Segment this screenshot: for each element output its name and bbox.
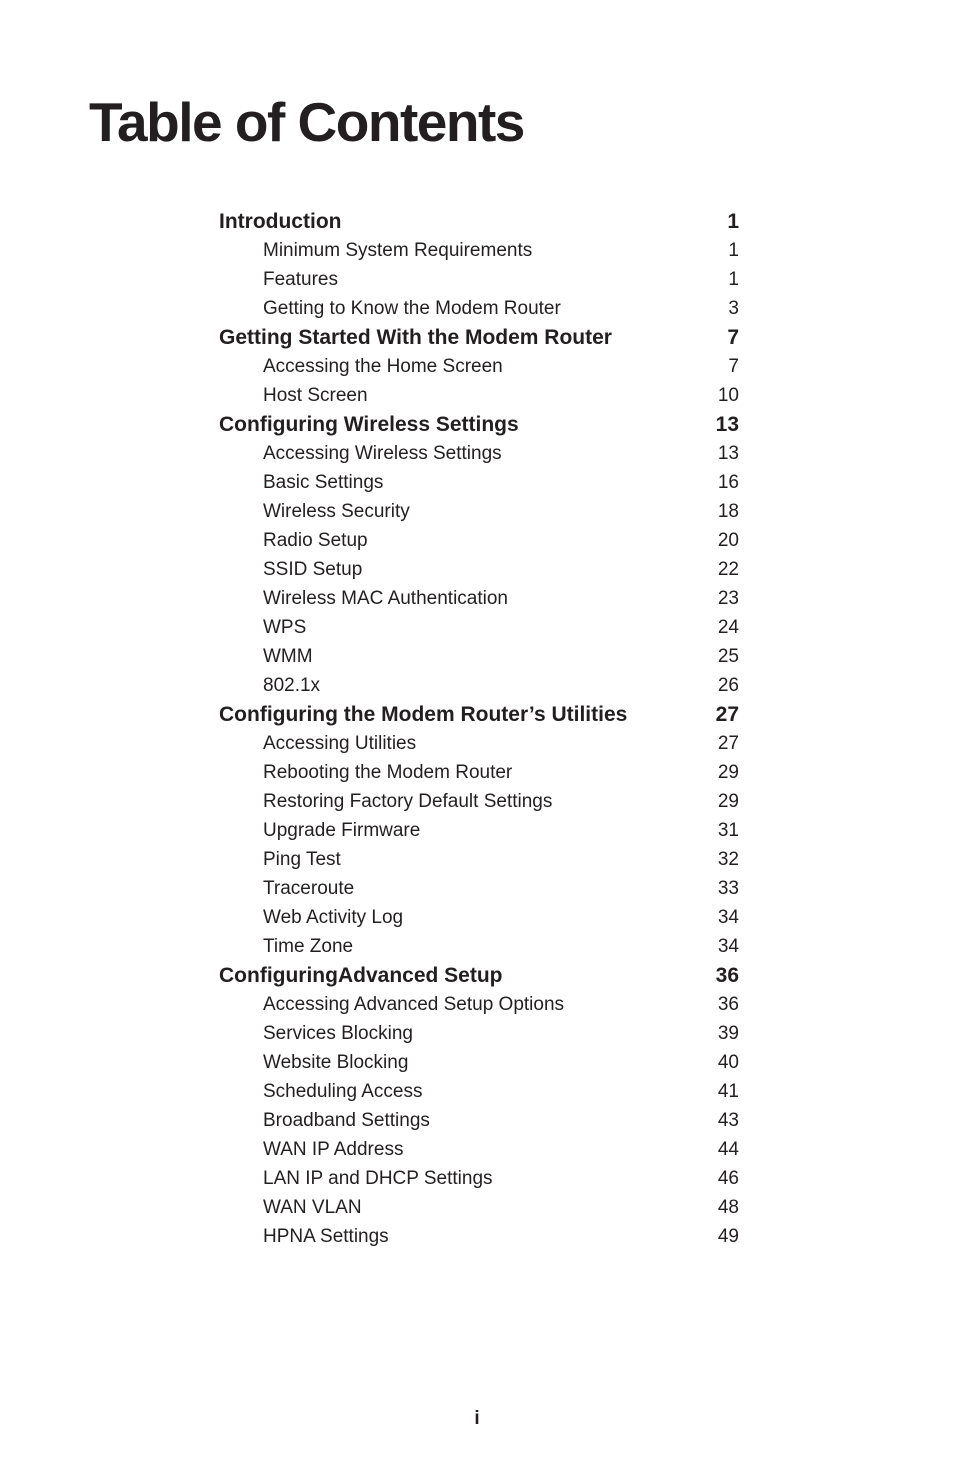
toc-entry-page: 24 xyxy=(717,617,739,638)
toc-entry-page: 25 xyxy=(717,646,739,667)
toc-entry-page: 20 xyxy=(717,530,739,551)
toc-section-entry[interactable] xyxy=(219,671,739,700)
toc-entry-page: 36 xyxy=(715,964,739,987)
toc-entry-label: Time Zone xyxy=(263,936,354,957)
toc-section-entry[interactable] xyxy=(219,236,739,265)
toc-entry-page: 1 xyxy=(728,269,739,290)
toc-entry-page: 44 xyxy=(717,1139,739,1160)
toc-section-entry[interactable] xyxy=(219,1106,739,1135)
toc-section-entry[interactable] xyxy=(219,758,739,787)
toc-entry-label: Radio Setup xyxy=(263,530,368,551)
toc-entry-label: Host Screen xyxy=(263,385,368,406)
toc-section-entry[interactable] xyxy=(219,642,739,671)
toc-entry-page: 31 xyxy=(717,820,739,841)
toc-entry-page: 27 xyxy=(715,703,739,726)
toc-entry-page: 13 xyxy=(717,443,739,464)
toc-section-entry[interactable] xyxy=(219,381,739,410)
toc-entry-label: WPS xyxy=(263,617,307,638)
toc-entry-label: Accessing the Home Screen xyxy=(263,356,503,377)
toc-entry-label: WAN VLAN xyxy=(263,1197,362,1218)
page-title: Table of Contents xyxy=(89,91,524,153)
toc-section-entry[interactable] xyxy=(219,1193,739,1222)
toc-section-entry[interactable] xyxy=(219,1164,739,1193)
toc-section-entry[interactable] xyxy=(219,613,739,642)
toc-entry-page: 26 xyxy=(717,675,739,696)
toc-entry-page: 34 xyxy=(717,907,739,928)
toc-entry-label: Wireless Security xyxy=(263,501,410,522)
toc-chapter-entry[interactable] xyxy=(219,207,739,236)
toc-entry-label: Website Blocking xyxy=(263,1052,409,1073)
toc-entry-page: 1 xyxy=(727,210,739,233)
toc-section-entry[interactable] xyxy=(219,932,739,961)
toc-entry-label: Features xyxy=(263,269,338,290)
toc-entry-label: Getting Started With the Modem Router xyxy=(219,326,612,349)
toc-section-entry[interactable] xyxy=(219,265,739,294)
toc-section-entry[interactable] xyxy=(219,787,739,816)
toc-entry-label: WMM xyxy=(263,646,313,667)
toc-entry-label: WAN IP Address xyxy=(263,1139,404,1160)
toc-chapter-entry[interactable] xyxy=(219,961,739,990)
toc-entry-page: 10 xyxy=(717,385,739,406)
toc-section-entry[interactable] xyxy=(219,845,739,874)
toc-entry-page: 16 xyxy=(717,472,739,493)
toc-entry-label: Wireless MAC Authentication xyxy=(263,588,508,609)
toc-entry-page: 1 xyxy=(728,240,739,261)
toc-entry-label: Rebooting the Modem Router xyxy=(263,762,513,783)
toc-section-entry[interactable] xyxy=(219,1019,739,1048)
toc-section-entry[interactable] xyxy=(219,1222,739,1251)
toc-section-entry[interactable] xyxy=(219,1048,739,1077)
toc-entry-page: 43 xyxy=(717,1110,739,1131)
toc-entry-label: ConfiguringAdvanced Setup xyxy=(219,964,503,987)
table-of-contents xyxy=(219,207,739,1251)
toc-entry-page: 46 xyxy=(717,1168,739,1189)
toc-entry-page: 7 xyxy=(728,356,739,377)
toc-entry-page: 29 xyxy=(717,791,739,812)
toc-entry-label: Configuring the Modem Router’s Utilities xyxy=(219,703,628,726)
toc-entry-page: 23 xyxy=(717,588,739,609)
toc-section-entry[interactable] xyxy=(219,874,739,903)
toc-entry-label: Basic Settings xyxy=(263,472,384,493)
toc-section-entry[interactable] xyxy=(219,555,739,584)
toc-section-entry[interactable] xyxy=(219,468,739,497)
toc-entry-label: Web Activity Log xyxy=(263,907,404,928)
toc-entry-page: 41 xyxy=(717,1081,739,1102)
toc-entry-label: Traceroute xyxy=(263,878,355,899)
toc-entry-label: Getting to Know the Modem Router xyxy=(263,298,561,319)
toc-chapter-entry[interactable] xyxy=(219,323,739,352)
toc-section-entry[interactable] xyxy=(219,352,739,381)
toc-entry-label: Restoring Factory Default Settings xyxy=(263,791,553,812)
toc-entry-label: SSID Setup xyxy=(263,559,363,580)
toc-entry-page: 3 xyxy=(728,298,739,319)
toc-section-entry[interactable] xyxy=(219,294,739,323)
toc-entry-page: 27 xyxy=(717,733,739,754)
toc-entry-page: 13 xyxy=(715,413,739,436)
page-number: i xyxy=(474,1408,480,1429)
toc-section-entry[interactable] xyxy=(219,497,739,526)
toc-entry-label: Accessing Wireless Settings xyxy=(263,443,502,464)
toc-chapter-entry[interactable] xyxy=(219,410,739,439)
toc-section-entry[interactable] xyxy=(219,990,739,1019)
toc-entry-page: 36 xyxy=(717,994,739,1015)
toc-section-entry[interactable] xyxy=(219,729,739,758)
toc-entry-page: 7 xyxy=(727,326,739,349)
toc-entry-label: Configuring Wireless Settings xyxy=(219,413,519,436)
toc-entry-page: 40 xyxy=(717,1052,739,1073)
toc-entry-page: 22 xyxy=(717,559,739,580)
toc-entry-page: 18 xyxy=(717,501,739,522)
toc-entry-label: Scheduling Access xyxy=(263,1081,423,1102)
toc-entry-label: Broadband Settings xyxy=(263,1110,430,1131)
toc-entry-label: Minimum System Requirements xyxy=(263,240,533,261)
toc-entry-label: HPNA Settings xyxy=(263,1226,389,1247)
toc-entry-label: Accessing Advanced Setup Options xyxy=(263,994,565,1015)
toc-entry-label: Services Blocking xyxy=(263,1023,413,1044)
toc-entry-label: 802.1x xyxy=(263,675,321,696)
toc-entry-label: Upgrade Firmware xyxy=(263,820,421,841)
toc-entry-label: Accessing Utilities xyxy=(263,733,417,754)
toc-section-entry[interactable] xyxy=(219,439,739,468)
toc-section-entry[interactable] xyxy=(219,526,739,555)
toc-entry-label: Ping Test xyxy=(263,849,341,870)
toc-section-entry[interactable] xyxy=(219,816,739,845)
toc-entry-page: 33 xyxy=(717,878,739,899)
toc-entry-page: 39 xyxy=(717,1023,739,1044)
toc-entry-page: 48 xyxy=(717,1197,739,1218)
toc-entry-label: Introduction xyxy=(219,210,342,233)
toc-section-entry[interactable] xyxy=(219,584,739,613)
toc-entry-page: 29 xyxy=(717,762,739,783)
toc-entry-page: 34 xyxy=(717,936,739,957)
toc-chapter-entry[interactable] xyxy=(219,700,739,729)
toc-entry-page: 49 xyxy=(717,1226,739,1247)
toc-section-entry[interactable] xyxy=(219,1077,739,1106)
toc-entry-page: 32 xyxy=(717,849,739,870)
toc-section-entry[interactable] xyxy=(219,903,739,932)
toc-section-entry[interactable] xyxy=(219,1135,739,1164)
toc-entry-label: LAN IP and DHCP Settings xyxy=(263,1168,493,1189)
